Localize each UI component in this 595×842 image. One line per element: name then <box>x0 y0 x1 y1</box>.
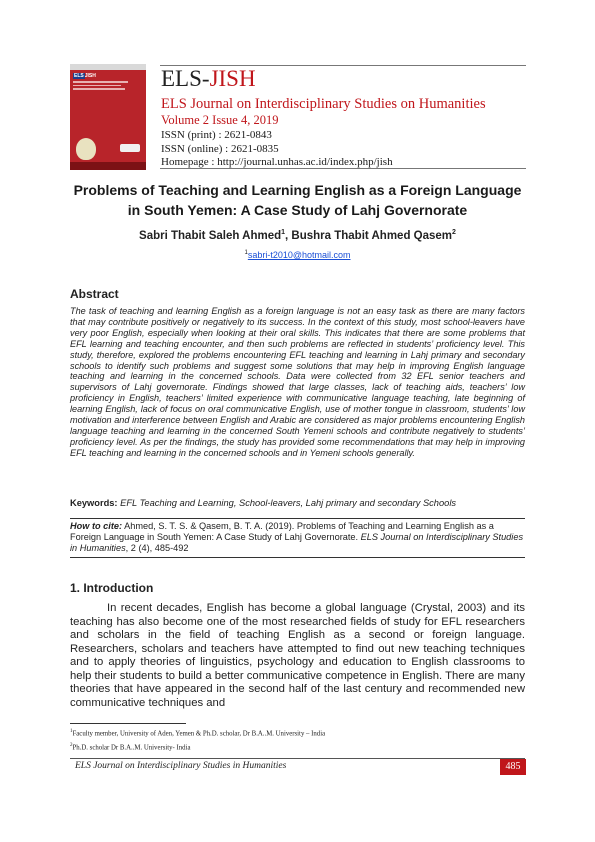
citation-box: How to cite: Ahmed, S. T. S. & Qasem, B. T. A. (2019). Problems of Teaching and Learning English as a Foreign Language in South Yemen: A Case Study of Lahj Governorate. ELS Journal on Interdisciplinary Studies in Humanities, 2 (4), 485-492 <box>70 518 525 558</box>
university-seal-icon <box>76 138 96 160</box>
paper-title <box>70 180 525 220</box>
introduction-heading: 1. Introduction <box>70 581 154 595</box>
journal-title: ELS-JISH <box>161 66 256 91</box>
paper-title-line-2: in South Yemen: A Case Study of Lahj Governorate <box>127 202 468 218</box>
footnote-2: $^2$Ph.D. scholar Dr B.A..M. University- India <box>70 743 191 752</box>
author-2: Bushra Thabit Ahmed Qasem <box>291 229 453 242</box>
cover-badge <box>120 144 140 152</box>
journal-full-name: ELS Journal on Interdisciplinary Studies on Humanities <box>161 96 486 112</box>
journal-homepage[interactable]: Homepage : http://journal.unhas.ac.id/index.php/jish <box>161 156 393 168</box>
cover-text-lines <box>73 81 133 92</box>
cover-bottom-band <box>70 162 146 170</box>
abstract-body: The task of teaching and learning English as a foreign language is not an easy task as there are many factors that may contribute positively or negatively to its success. In the context of this study, most school-leavers have very poor English, especially when looking at their oral skills. This indicates that there are some problems that EFL learning and teaching encounter, and then such problems are reflected in students’ proficiency level. This study, therefore, explored the problems encountering EFL teaching and learning in Lahj primary and secondary schools to identify such problems and suggest some solutions that may help in improving English language teaching and learning in the concerned schools. Data were collected from 32 EFL senior teachers and supervisors of Lahj governorate. Findings showed that large classes, lack of teaching aids, teachers’ low proficiency in English, teachers’ limited experience with communicative language teaching, late beginning of learning English, lack of focus on oral communicative English, use of mother tongue in classroom, students’ low motivation and interference between English and Arabic are considered as major problems encountering English language teaching and learning in the concerned South Yemeni schools and contribute negatively to students’ proficiency level. As per the findings, the study has provided some recommendations that may help in improving EFL teaching and learning in the concerned schools and in Yemeni schools generally. <box>70 306 525 458</box>
page-number-badge: 485 <box>500 759 526 775</box>
author-email-line: $^1$sabri-t2010@hotmail.com <box>244 250 351 260</box>
journal-cover-image <box>70 64 146 170</box>
keywords-line: Keywords: EFL Teaching and Learning, School-leavers, Lahj primary and secondary Schools <box>70 498 457 508</box>
author-1: Sabri Thabit Saleh Ahmed <box>139 229 282 242</box>
paper-title-line-1: Problems of Teaching and Learning English as a Foreign Language <box>73 182 522 198</box>
cover-top-strip <box>70 64 146 70</box>
footer-journal-name: ELS Journal on Interdisciplinary Studies in Humanities <box>75 761 287 771</box>
header-rule-bottom <box>160 168 526 169</box>
author-list: Sabri Thabit Saleh Ahmed$^1$, Bushra Thabit Ahmed Qasem$^2$ <box>139 229 456 242</box>
footer-rule <box>70 758 525 759</box>
abstract-heading: Abstract <box>70 287 119 301</box>
journal-volume: Volume 2 Issue 4, 2019 <box>161 113 279 127</box>
author-email-link[interactable]: sabri-t2010@hotmail.com <box>247 250 351 260</box>
footnote-rule <box>70 723 186 724</box>
cover-brand: ELSJISH <box>74 73 96 79</box>
issn-online: ISSN (online) : 2621-0835 <box>161 143 279 155</box>
issn-print: ISSN (print) : 2621-0843 <box>161 129 272 141</box>
introduction-body: In recent decades, English has become a global language (Crystal, 2003) and its teaching has also become one of the most researched fields of study for EFL researchers and scholars in the field of teaching English as a second or foreign language. Researchers, scholars and teachers have attempted to find out new teaching techniques and to apply theories of linguistics, psychology and education to English classrooms to help their students to build a better communicative competence in English. There are many theories that have appeared in the second half of the last century and recommended new communicative techniques and <box>70 602 525 709</box>
footnote-1: $^1$Faculty member, University of Aden, Yemen & Ph.D. scholar, Dr B.A..M. University – India <box>70 729 326 738</box>
